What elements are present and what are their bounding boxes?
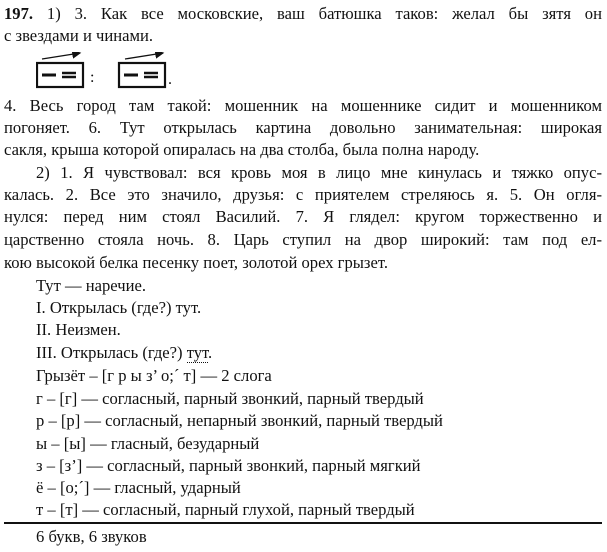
- underlined-word: тут: [186, 343, 209, 362]
- exercise-line-8: нулся: перед ним стоял Василий. 7. Я глядел: кругом торжественно и: [4, 207, 602, 226]
- exercise-line-6: 2) 1. Я чувствовал: вся кровь моя в лицо мне кинулась и тяжко опус-: [36, 163, 602, 182]
- scheme-colon: :: [90, 69, 95, 86]
- summary-line: 6 букв, 6 звуков: [36, 527, 147, 546]
- exercise-line-3: 4. Весь город там такой: мошенник на мошеннике сидит и мошенником: [4, 96, 602, 115]
- sound-row-2: р – [р] — согласный, непарный звонкий, парный твердый: [36, 411, 443, 430]
- phonetic-title: Грызёт – [г р ы з’ о;´ т] — 2 слога: [36, 366, 272, 385]
- exercise-line-7: калась. 2. Все это значило, друзья: с приятелем стреляюсь я. 5. Он огля-: [4, 185, 602, 204]
- scheme-end: .: [168, 71, 172, 88]
- exercise-line-10: кою высокой белка песенку поет, золотой орех грызет.: [4, 253, 388, 272]
- arrow-icon: [42, 53, 80, 59]
- sound-row-1: г – [г] — согласный, парный звонкий, парный твердый: [36, 389, 424, 408]
- exercise-line-5: сакля, крыша которой опиралась на два столба, была полна народу.: [4, 140, 480, 159]
- morph-point-3-end: .: [208, 343, 213, 362]
- morph-point-3-prefix: III. Открылась (где?): [36, 343, 187, 362]
- exercise-line-4: погоняет. 6. Тут открылась картина довольно занимательная: широкая: [4, 118, 602, 137]
- exercise-line-2: с звездами и чинами.: [4, 26, 153, 45]
- morph-point-1: I. Открылась (где?) тут.: [36, 298, 202, 317]
- exercise-number: 197.: [4, 4, 34, 23]
- sound-row-3: ы – [ы] — гласный, безударный: [36, 434, 260, 453]
- exercise-line-9: царственно стояла ночь. 8. Царь ступил на двор широкий: там под ел-: [4, 230, 602, 249]
- exercise-line-1: [4, 3, 602, 25]
- morph-point-2: II. Неизмен.: [36, 320, 121, 339]
- exercise-line-1-text: 1) 3. Как все московские, ваш батюшка таков: желал бы зятя он: [33, 4, 602, 23]
- sound-row-6: т – [т] — согласный, парный глухой, парный твердый: [36, 500, 415, 519]
- morph-heading: Тут — наречие.: [36, 276, 146, 295]
- sentence-scheme: [36, 52, 176, 92]
- sound-row-5: ё – [о;´] — гласный, ударный: [36, 478, 241, 497]
- arrow-icon: [125, 53, 163, 59]
- summary-divider: [4, 522, 602, 524]
- sound-row-4: з – [з’] — согласный, парный звонкий, парный мягкий: [36, 456, 421, 475]
- sentence-scheme-diagram: [36, 52, 176, 92]
- morph-point-3: [36, 342, 602, 364]
